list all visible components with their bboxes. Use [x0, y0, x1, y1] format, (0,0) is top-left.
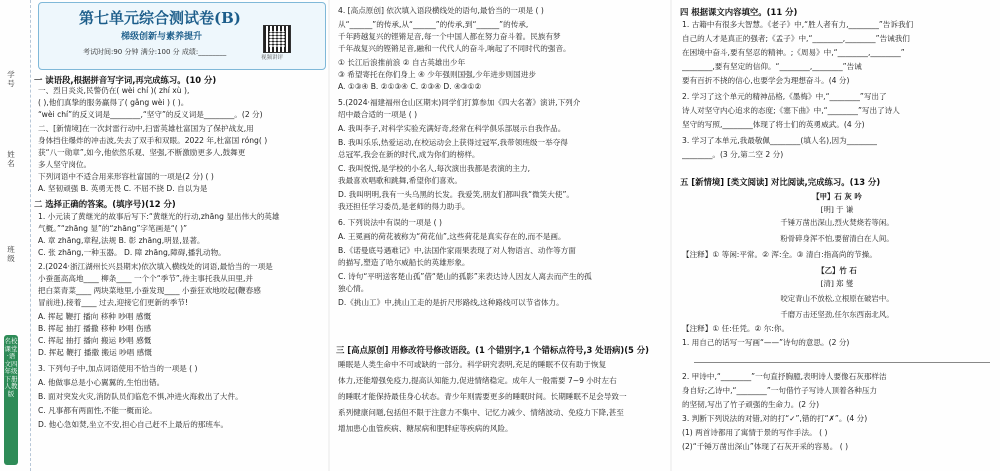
paragraph-line: 的睡眠才能保持最佳身心状态。青少年则需要更多的睡眠时间。长期睡眠不足会导致一 — [338, 392, 627, 401]
page-105 — [672, 0, 1000, 471]
gutter-label-id: 学号 — [7, 70, 15, 88]
poem-b-line: 千磨万击还坚劲,任尔东西南北风。 — [780, 310, 894, 319]
text-line: 从“______”的传承,从“______”的传承,到“______”的传承, — [338, 20, 529, 29]
text-line: 3. 学习了本单元,我最敬佩________(填人名),因为________ — [682, 136, 878, 145]
option-line: A. 他做事总是小心翼翼的,生怕出错。 — [38, 378, 165, 387]
question-line: 1. 用自己的话写一写画“——”诗句的意思。(2 分) — [682, 338, 850, 347]
text-line: ( ),他们真挚的服务赢得了( gǎng wèi ) ( )。 — [38, 98, 189, 107]
page-103 — [0, 0, 328, 471]
question-line: 2. 甲诗中,“________”一句直抒胸臆,表明诗人要像石灰那样洁 — [682, 372, 887, 381]
option-line: C. 挥起 抽打 播向 搬运 吵唱 感慨 — [38, 336, 152, 345]
section-heading: 四 根据课文内容填空。(11 分) — [680, 7, 798, 17]
option-line: A. ①③④ B. ②①③④ C. ②③④ D. ④③①② — [338, 82, 482, 91]
text-line: 获“八一勋章”,如今,他依然乐观、坚强,不断激励更多人,鼓舞更 — [38, 148, 246, 157]
question-line: 的坚韧,写出了竹子顽强的生命力。(2 分) — [682, 400, 820, 409]
question-line: 身自好;乙诗中,“________”一句借竹子写诗人顶着各种压力 — [682, 386, 878, 395]
paragraph-line: 睡眠是人类生命中不可或缺的一部分。科学研究表明,充足的睡眠不仅有助于恢复 — [338, 360, 607, 369]
paragraph-line: 系列健康问题,包括但不限于注意力不集中、记忆力减少、情绪波动、免疫力下降,甚至 — [338, 408, 624, 417]
text-line: 在困境中奋斗,要有坚忍的精神。;《周易》中,“________,________” — [682, 48, 905, 57]
option-line: C. 凡事都有两面性,不能一概而论。 — [38, 406, 157, 415]
judgement-line: (1) 两首诗都用了寓情于景的写作手法。 ( ) — [682, 428, 828, 437]
question-line: 3. 判断下列说法的对错,对的打“✓”,错的打“✗”。(4 分) — [682, 414, 868, 423]
option-line: 我最喜欢唱歌和跳舞,希望你们喜欢。 — [338, 176, 462, 185]
answer-line[interactable] — [694, 362, 990, 363]
option-line: B. 我叫乐乐,热爱运动,在校运动会上获得过冠军,我带领班级一举夺得 — [338, 138, 568, 147]
text-line: 二、[新情境]在一次封雷行动中,扫雷英雄杜富国为了保护战友,用 — [38, 124, 254, 133]
text-line: 绍中最合适的一项是 ( ) — [338, 110, 418, 119]
option-line: B. 挥起 抽打 播撒 移种 吵唱 伤感 — [38, 324, 152, 333]
option-line: C. 诗句“平明送客楚山孤”借“楚山的孤影”来表达诗人因友人离去而产生的孤 — [338, 272, 592, 281]
poem-a-title: 【甲】石 灰 吟 — [812, 192, 862, 201]
option-line: C. 我叫悦悦,是学校的小名人,每次演出我都是表演的主力, — [338, 164, 531, 173]
gutter-label-class: 班级 — [7, 245, 15, 263]
text-line: 多人坚守岗位。 — [38, 160, 92, 169]
option-line: ① 长江后浪推前浪 ② 自古英雄出少年 — [338, 58, 466, 67]
option-line: D. 他心急如焚,坐立不安,担心自己赶不上最后的那班车。 — [38, 420, 229, 429]
option-line: B.《诺曼底号遇难记》中,法国作家雨果表现了对人物语言、动作等方面 — [338, 246, 576, 255]
section-heading: 一 读语段,根据拼音写字词,再完成练习。(10 分) — [34, 75, 217, 85]
text-line: 千年战复兴的铿锵足音,融和一代代人的奋斗,响起了不同时代的强音。 — [338, 44, 571, 53]
section-heading: 五 [新情境] [类文阅读] 对比阅读,完成练习。(13 分) — [680, 177, 881, 187]
section-heading: 二 选择正确的答案。(填序号)(12 分) — [34, 199, 176, 209]
option-line: D. 我叫明明,我有一头乌黑的长发。我爱笑,朋友们都叫我“微笑大使”。 — [338, 190, 574, 199]
text-line: 1. 小元读了黄继光的故事后写下:“黄继光的行动,zhāng 显出伟大的英雄 — [38, 212, 280, 221]
text-line: A. 坚韧顽强 B. 英勇无畏 C. 不屈不挠 D. 自以为是 — [38, 184, 208, 193]
option-line: A. 挥起 鞭打 播向 移种 吵唱 感慨 — [38, 312, 152, 321]
text-line: 小蚕蛋高高地____ 柳条____ 一个个“季节”,待主事托我从田里,并 — [38, 274, 253, 283]
text-line: 自己的人才是真正的强者;《孟子》中,“________,________”告诫我们 — [682, 34, 910, 43]
title-box — [38, 2, 326, 70]
text-line: A. 章 zhāng,章程,法规 B. 彰 zhāng,明显,显著。 — [38, 236, 205, 245]
text-line: C. 张 zhāng,一种玉器。 D. 障 zhāng,障碍,播乳动物。 — [38, 248, 226, 257]
text-line: 要有百折不挠的信心,也要学会为理想奋斗。(4 分) — [682, 76, 850, 85]
page-title: 第七单元综合测试卷(B) — [79, 9, 241, 27]
option-line: A. 我叫李子,对科学实验充满好奇,经常在科学俱乐部展示自我作品。 — [338, 124, 566, 133]
judgement-line: (2)“千锤万凿出深山”体现了石灰开采的容易。 ( ) — [682, 442, 849, 451]
text-line: 1. 古籍中有很多大智慧。《老子》中,“胜人者有力,________”告诉我们 — [682, 20, 914, 29]
qr-caption: 视频讲评 — [261, 55, 284, 61]
text-line: 身体挡住爆炸的冲击波,失去了双手和双眼。2022 年,杜富国 róng( ) — [38, 136, 268, 145]
text-line: 一、烈日炎炎,民警仍在( wèi chí )( zhí xù ), — [38, 86, 190, 95]
poem-a-line: 千锤万凿出深山,烈火焚烧若等闲。 — [780, 218, 894, 227]
poem-a-author: [明] 于 谦 — [820, 205, 854, 214]
paragraph-line: 体力,还能增强免疫力,提高认知能力,促进情绪稳定。成年人一般需要 7~9 小时左右 — [338, 376, 617, 385]
text-line: 4. [高点原创] 依次填入语段横线处的语句,最恰当的一项是 ( ) — [338, 6, 544, 15]
option-line: 的描写,塑造了哈尔威船长的英雄形象。 — [338, 258, 470, 267]
text-line: 把白菜青菜____ 两块菜地里,小蚕发现____ 小蚕狂欢地咬起(鞭春感 — [38, 286, 261, 295]
page-104 — [330, 0, 670, 471]
poem-b-author: [清] 郑 燮 — [820, 279, 854, 288]
text-line: 下列词语中不适合用来形容杜富国的一项是(2 分) ( ) — [38, 172, 214, 181]
text-line: 诗人对坚守内心追求的态度;《塞下曲》中,“________”写出了诗人 — [682, 106, 900, 115]
option-line: ③ 希望寄托在你们身上 ④ 少年强则国强,少年进步则国进步 — [338, 70, 536, 79]
poem-b-line: 咬定青山不放松,立根原在破岩中。 — [780, 294, 894, 303]
text-line: 坚守的写照,________体现了将士们的英勇威武。(4 分) — [682, 120, 865, 129]
poem-b-title: 【乙】竹 石 — [817, 266, 857, 275]
binding-gutter — [0, 0, 31, 471]
option-line: D.《挑山工》中,挑山工走的是折尺形路线,这种路线可以节省体力。 — [338, 298, 564, 307]
annotation: 【注释】① 任:任凭。② 尔:你。 — [682, 324, 790, 333]
text-line: “wèi chí”的反义词是________,“坚守”的反义词是________。(2 分) — [38, 110, 263, 119]
option-line: 总冠军,我会在新的时代,成为你们的榜样。 — [338, 150, 480, 159]
option-line: D. 挥起 鞭打 播撒 搬运 吵唱 感慨 — [38, 348, 152, 357]
text-line: 2. 学习了这个单元的精神品格,《墨梅》中,“________”写出了 — [682, 92, 887, 101]
annotation: 【注释】① 等闲:平常。② 浑:全。③ 清白:指高尚的节操。 — [682, 250, 877, 259]
text-line: 千年跨越复兴的铿锵足音,每一个中国人都在努力奋斗着。民族有梦 — [338, 32, 561, 41]
exam-meta: 考试时间:90 分钟 满分:100 分 成绩:________ — [83, 48, 227, 56]
text-line: 气概。”“zhāng 显”的“zhāng”字笔画是“( )” — [38, 224, 188, 233]
option-line: A. 王冕画的荷花被称为“荷花仙”,这些荷花是真实存在的,而不是画。 — [338, 232, 566, 241]
text-line: ________,要有坚定的信仰。“________,________”告诫 — [682, 62, 862, 71]
option-line: 我还担任学习委员,是老师的得力助手。 — [338, 202, 470, 211]
text-line: 2.(2024·浙江湖州长兴县期末)依次填入横线处的词语,最恰当的一项是 — [38, 262, 273, 271]
text-line: 3. 下列句子中,加点词语使用不恰当的一项是 ( ) — [38, 364, 198, 373]
text-line: ________。(3 分,第二空 2 分) — [682, 150, 784, 159]
paragraph-line: 增加患心血管疾病、糖尿病和肥胖症等疾病的风险。 — [338, 424, 513, 433]
page-subtitle: 梯级创新与素养提升 — [121, 32, 203, 42]
text-line: 5.(2024·福建福州仓山区期末)同学们打算参加《四大名著》演讲,下列介 — [338, 98, 581, 107]
gutter-label-name: 姓名 — [7, 150, 15, 168]
option-line: B. 面对突发火灾,消防队员们临危不惧,冲进火海救出了大件。 — [38, 392, 243, 401]
poem-a-line: 粉骨碎身浑不怕,要留清白在人间。 — [780, 234, 894, 243]
qr-code-icon[interactable] — [263, 25, 291, 53]
section-heading: 三 [高点原创] 用修改符号修改语段。(1 个错别字,1 个错标点符号,3 处语病)(5 分) — [336, 345, 650, 355]
text-line: 冒前进),接着____ 过去,迎接它们更新的季节! — [38, 298, 188, 307]
text-line: 6. 下列说法中有误的一项是 ( ) — [338, 218, 442, 227]
option-line: 独心情。 — [338, 284, 369, 293]
series-strip: 名校课堂·语文四年级下册人教版 — [4, 335, 18, 465]
